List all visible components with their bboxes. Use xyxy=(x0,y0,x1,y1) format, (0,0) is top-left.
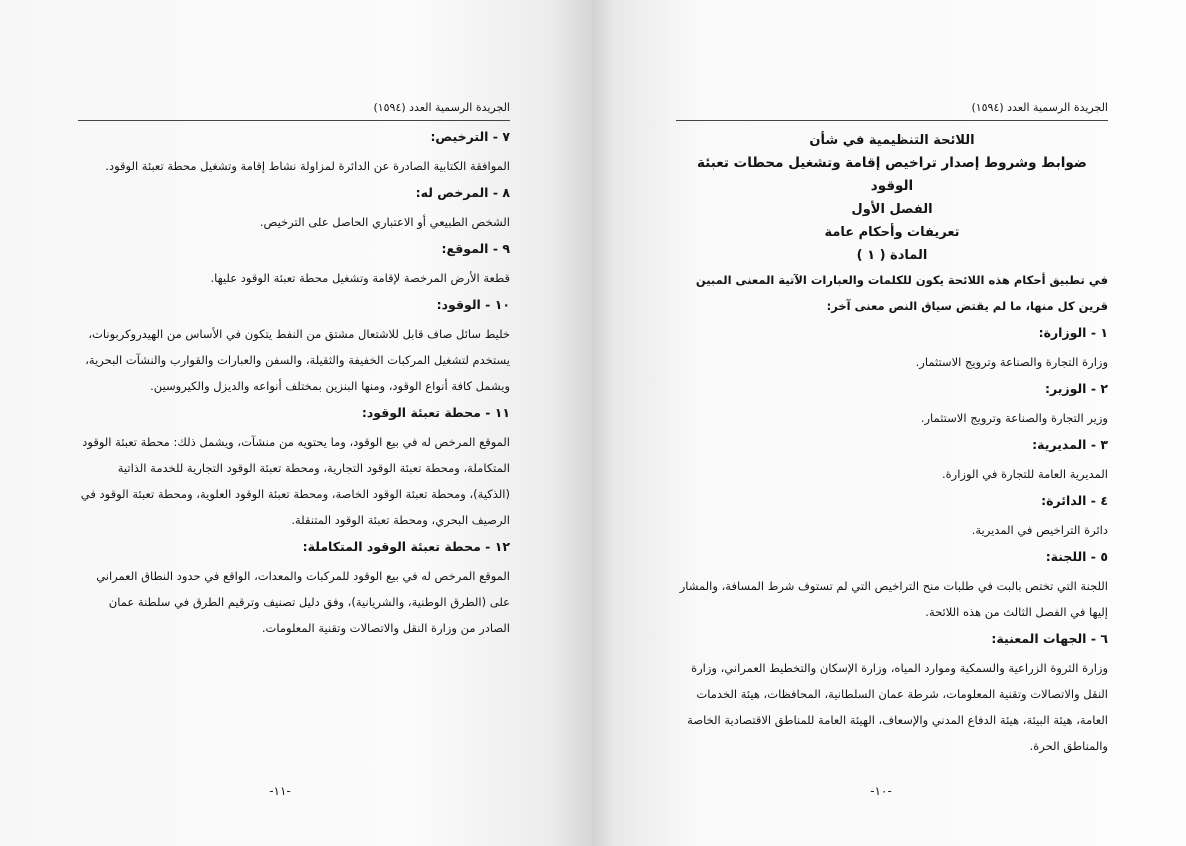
chapter-title: تعريفات وأحكام عامة xyxy=(824,225,960,240)
definition-site: قطعة الأرض المرخصة لإقامة وتشغيل محطة تعبئة الوقود عليها. xyxy=(210,271,510,285)
definition-ministry: وزارة التجارة والصناعة وترويج الاستثمار. xyxy=(915,355,1108,369)
definition-licensing: الموافقة الكتابية الصادرة عن الدائرة لمزاولة نشاط إقامة وتشغيل محطة تعبئة الوقود. xyxy=(105,159,510,173)
right-page xyxy=(592,0,1186,846)
definition-licensee: الشخص الطبيعي أو الاعتباري الحاصل على الترخيص. xyxy=(259,215,510,229)
definition-concerned-entities: وزارة الثروة الزراعية والسمكية وموارد المياه، وزارة الإسكان والتخطيط العمراني، وزارة النقل والاتصالات وتقنية المعلومات، شرطة عمان السلطانية، المحافظات، هيئة الخدمات العامة، هيئة البيئة، هيئة الدفاع المدني والإسعاف، الهيئة العامة للمناطق الاقتصادية الخاصة والمناطق الحرة. xyxy=(687,661,1108,753)
page-number: -١١- xyxy=(269,784,291,798)
left-page-header xyxy=(78,101,510,121)
left-page xyxy=(0,0,592,846)
term-committee: ٥ - اللجنة: xyxy=(1045,549,1108,564)
gazette-header: الجريدة الرسمية العدد (١٥٩٤) xyxy=(373,101,510,114)
definition-fuel: خليط سائل صاف قابل للاشتعال مشتق من النفط يتكون في الأساس من الهيدروكربونات، يستخدم لتشغيل المركبات الخفيفة والثقيلة، والسفن والعبارات والقوارب والنشآت البحرية، ويشمل كافة أنواع الوقود، ومنها البنزين بمختلف أنواعه والديزل والكيروسين. xyxy=(85,327,510,393)
term-site: ٩ - الموقع: xyxy=(441,241,510,256)
term-licensee: ٨ - المرخص له: xyxy=(415,185,510,200)
left-page-content xyxy=(78,101,510,645)
term-integrated-station: ١٢ - محطة تعبئة الوقود المتكاملة: xyxy=(302,539,510,554)
chapter-heading: الفصل الأول xyxy=(851,202,933,217)
article-heading: المادة ( ١ ) xyxy=(856,248,928,263)
term-fuel-station: ١١ - محطة تعبئة الوقود: xyxy=(361,405,510,420)
term-ministry: ١ - الوزارة: xyxy=(1038,325,1108,340)
page-number: -١٠- xyxy=(870,784,892,798)
gazette-header: الجريدة الرسمية العدد (١٥٩٤) xyxy=(971,101,1108,114)
right-page-content xyxy=(676,101,1108,763)
definition-committee: اللجنة التي تختص بالبت في طلبات منح التراخيص التي لم تستوف شرط المسافة، والمشار إليها في الفصل الثالث من هذه اللائحة. xyxy=(679,579,1108,619)
term-fuel: ١٠ - الوقود: xyxy=(436,297,510,312)
term-department: ٤ - الدائرة: xyxy=(1041,493,1108,508)
article-intro: في تطبيق أحكام هذه اللائحة يكون للكلمات والعبارات الآتية المعنى المبين قرين كل منها، ما لم يقتض سياق النص معنى آخر: xyxy=(695,273,1108,313)
definition-directorate: المديرية العامة للتجارة في الوزارة. xyxy=(942,467,1108,481)
right-page-header xyxy=(676,101,1108,121)
regulation-subject: ضوابط وشروط إصدار تراخيص إقامة وتشغيل محطات تعبئة الوقود xyxy=(697,155,1087,194)
definition-fuel-station: الموقع المرخص له في بيع الوقود، وما يحتويه من منشآت، ويشمل ذلك: محطة تعبئة الوقود المتكاملة، ومحطة تعبئة الوقود التجارية، ومحطة تعبئة الوقود التجارية للخدمة الذاتية (الذكية)، ومحطة تعبئة الوقود الخاصة، ومحطة تعبئة الوقود العلوية، ومحطة تعبئة الوقود في الرصيف البحري، ومحطة تعبئة الوقود المتنقلة. xyxy=(80,435,510,527)
term-licensing: ٧ - الترخيص: xyxy=(430,129,510,144)
term-directorate: ٣ - المديرية: xyxy=(1032,437,1108,452)
regulation-title: اللائحة التنظيمية في شأن xyxy=(809,133,975,148)
definition-department: دائرة التراخيص في المديرية. xyxy=(971,523,1108,537)
term-minister: ٢ - الوزير: xyxy=(1044,381,1108,396)
definition-integrated-station: الموقع المرخص له في بيع الوقود للمركبات والمعدات، الواقع في حدود النطاق العمراني على (الطرق الوطنية، والشريانية)، وفق دليل تصنيف وترقيم الطرق في سلطنة عمان الصادر من وزارة النقل والاتصالات وتقنية المعلومات. xyxy=(96,569,510,635)
definition-minister: وزير التجارة والصناعة وترويج الاستثمار. xyxy=(920,411,1108,425)
term-concerned-entities: ٦ - الجهات المعنية: xyxy=(991,631,1108,646)
